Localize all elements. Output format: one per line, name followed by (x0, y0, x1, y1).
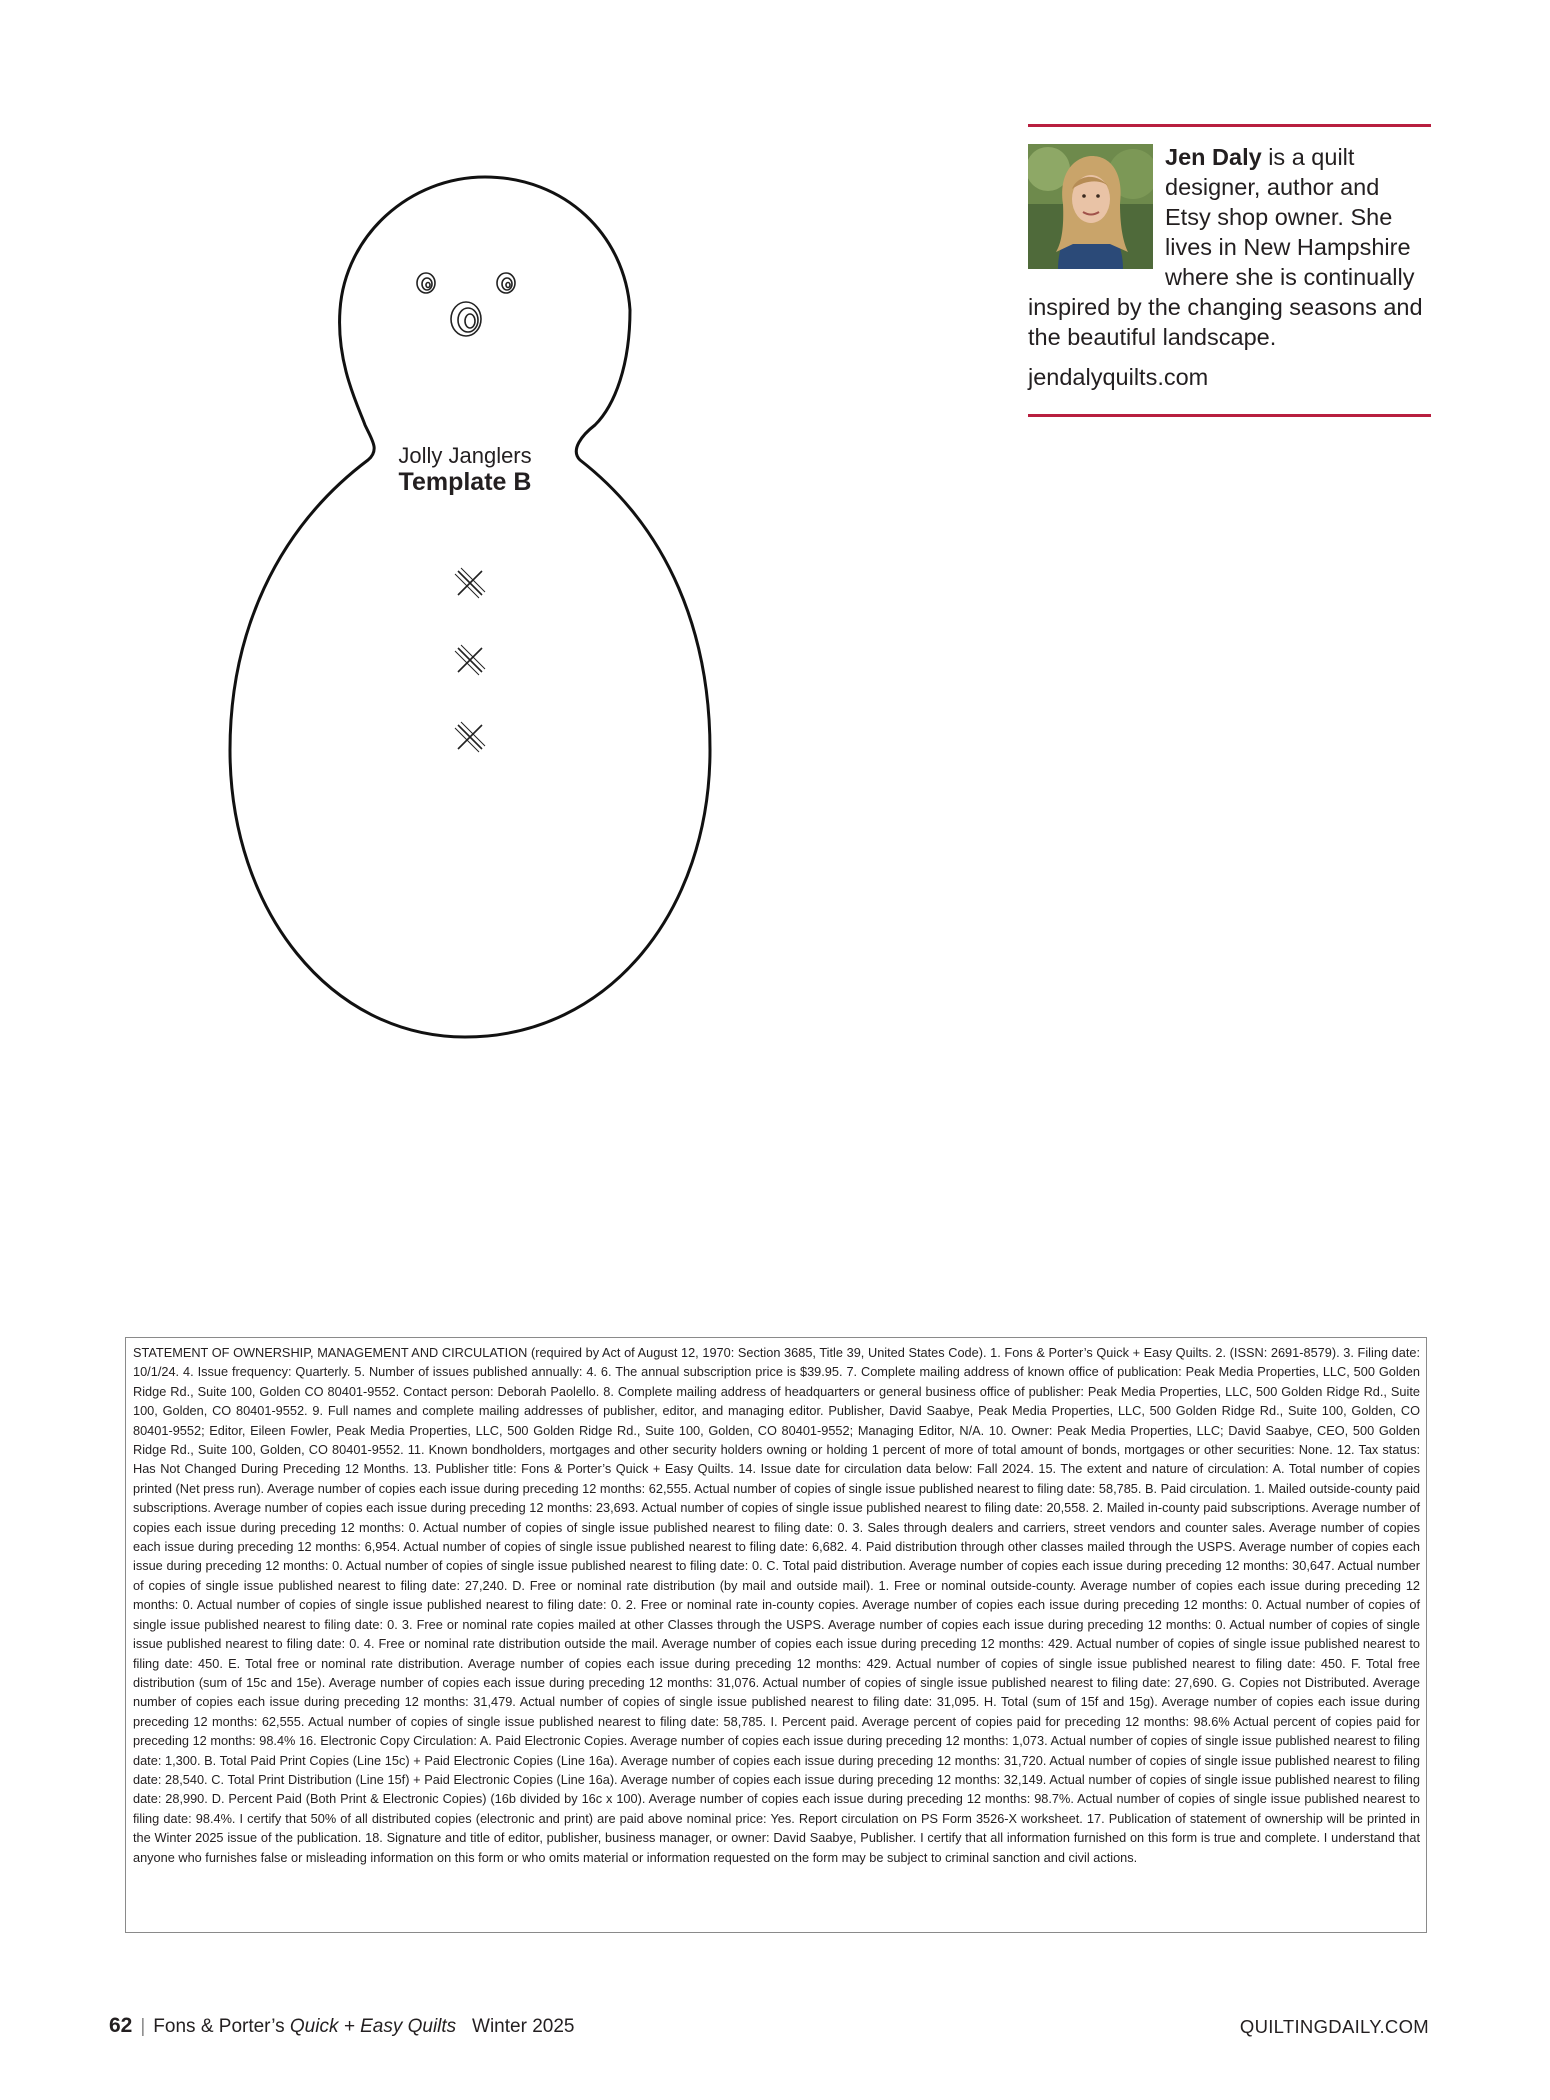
bio-top-rule (1028, 124, 1431, 127)
designer-name: Jen Daly (1165, 144, 1262, 170)
statement-of-ownership-box (125, 1337, 1427, 1933)
snowman-outline (230, 177, 710, 1037)
page-number: 62 (109, 2014, 133, 2037)
right-eye-icon (497, 273, 515, 293)
designer-bio (1028, 124, 1431, 420)
footer-site-link[interactable]: QUILTINGDAILY.COM (1239, 2016, 1429, 2037)
snowman-outline-illustration (210, 140, 740, 1080)
bio-paragraph (1028, 142, 1431, 352)
nose-icon (451, 302, 481, 336)
template-title: Jolly Janglers (398, 443, 532, 468)
footer-separator: | (140, 2016, 146, 2037)
left-eye-icon (417, 273, 435, 293)
footer-left (109, 2014, 574, 2038)
publication-name-italic: Quick + Easy Quilts (289, 2016, 457, 2037)
designer-website-link[interactable]: jendalyquilts.com (1028, 364, 1209, 390)
bio-bottom-rule (1028, 414, 1431, 417)
snowman-template-figure (210, 140, 740, 1080)
button-x-icon-3 (455, 722, 485, 752)
bio-description: is a quilt designer, author and Etsy shop owner. She lives in New Hampshire where she is continually inspired by the changing seasons and the beautiful landscape. (1028, 144, 1423, 350)
page-footer (109, 2014, 1429, 2044)
button-x-icon-1 (455, 568, 485, 598)
issue-date: Winter 2025 (472, 2016, 575, 2037)
button-x-icon-2 (455, 645, 485, 675)
statement-of-ownership-text: STATEMENT OF OWNERSHIP, MANAGEMENT AND CIRCULATION (required by Act of August 12, 1970: Section 3685, Title 39, United States Code). 1. Fons & Porter’s Quick + Easy Quilts. 2. (ISSN: 2691-8579). 3. Filing date: 10/1/24. 4. Issue frequency: Quarterly. 5. Number of issues published annually: 4. 6. The annual subscription price is $39.95. 7. Complete mailing address of known office of publication: Peak Media Properties, LLC, 500 Golden Ridge Rd., Suite 100, Golden CO 80401-9552. Contact person: Deborah Paolello. 8. Complete mailing address of headquarters or general business office of publisher: Peak Media Properties, LLC, 500 Golden Ridge Rd., Suite 100, Golden, CO 80401-9552. 9. Full names and complete mailing addresses of publisher, editor, and managing editor. Publisher, David Saabye, Peak Media Properties, LLC, 500 Golden Ridge Rd., Suite 100, Golden, CO 80401-9552; Editor, Eileen Fowler, Peak Media Properties, LLC, 500 Golden Ridge Rd., Suite 100, Golden, CO 80401-9552; Managing Editor, N/A. 10. Owner: Peak Media Properties, LLC; David Saabye, CEO, 500 Golden Ridge Rd., Suite 100, Golden, CO 80401-9552. 11. Known bondholders, mortgages and other security holders owning or holding 1 percent of more of total amount of bonds, mortgages or other securities: None. 12. Tax status: Has Not Changed During Preceding 12 Months. 13. Publisher title: Fons & Porter’s Quick + Easy Quilts. 14. Issue date for circulation data below: Fall 2024. 15. The extent and nature of circulation: A. Total number of copies printed (Net press run). Average number of copies each issue during preceding 12 months: 62,555. Actual number of copies of single issue published nearest to filing date: 58,785. B. Paid circulation. 1. Mailed outside-county paid subscriptions. Average number of copies each issue during preceding 12 months: 23,693. Actual number of copies of single issue published nearest to filing date: 20,558. 2. Mailed in-county paid subscriptions. Average number of copies each issue during preceding 12 months: 0. Actual number of copies of single issue published nearest to filing date: 0. 3. Sales through dealers and carriers, street vendors and counter sales. Average number of copies each issue during preceding 12 months: 6,954. Actual number of copies of single issue published nearest to filing date: 6,682. 4. Paid distribution through other classes mailed through the USPS. Average number of copies each issue during preceding 12 months: 0. Actual number of copies of single issue published nearest to filing date: 0. C. Total paid distribution. Average number of copies each issue during preceding 12 months: 30,647. Actual number of copies of single issue published nearest to filing date: 27,240. D. Free or nominal rate distribution (by mail and outside mail). 1. Free or nominal outside-county. Average number of copies each issue during preceding 12 months: 0. Actual number of copies of single issue published nearest to filing date: 0. 2. Free or nominal rate in-county copies. Average number of copies each issue during preceding 12 months: 0. Actual number of copies of single issue published nearest to filing date: 0. 3. Free or nominal rate copies mailed at other Classes through the USPS. Average number of copies each issue during preceding 12 months: 0. Actual number of copies of single issue published nearest to filing date: 0. 4. Free or nominal rate distribution outside the mail. Average number of copies each issue during preceding 12 months: 429. Actual number of copies of single issue published nearest to filing date: 450. E. Total free or nominal rate distribution. Average number of copies each issue during preceding 12 months: 429. Actual number of copies of single issue published nearest to filing date: 450. F. Total free distribution (sum of 15c and 15e). Average number of copies each issue during preceding 12 months: 31,076. Actual number of copies of single issue published nearest to filing date: 27,690. G. Copies not Distributed. Average number of copies each issue during preceding 12 months: 31,479. Actual number of copies of single issue published nearest to filing date: 31,095. H. Total (sum of 15f and 15g). Average number of copies each issue during preceding 12 months: 62,555. Actual number of copies of single issue published nearest to filing date: 58,785. I. Percent paid. Average percent of copies paid for preceding 12 months: 98.6% Actual percent of copies paid for preceding 12 months: 98.4% 16. Electronic Copy Circulation: A. Paid Electronic Copies. Average number of copies each issue during preceding 12 months: 1,073. Actual number of copies of single issue published nearest to filing date: 1,300. B. Total Paid Print Copies (Line 15c) + Paid Electronic Copies (Line 16a). Average number of copies each issue during preceding 12 months: 31,720. Actual number of copies of single issue published nearest to filing date: 28,540. C. Total Print Distribution (Line 15f) + Paid Electronic Copies (Line 16a). Average number of copies each issue during preceding 12 months: 32,149. Actual number of copies of single issue published nearest to filing date: 28,990. D. Percent Paid (Both Print & Electronic Copies) (16b divided by 16c x 100). Average number of copies each issue during preceding 12 months: 98.7%. Actual number of copies of single issue published nearest to filing date: 98.4%. I certify that 50% of all distributed copies (electronic and print) are paid above nominal price: Yes. Report circulation on PS Form 3526-X worksheet. 17. Publication of statement of ownership will be printed in the Winter 2025 issue of the publication. 18. Signature and title of editor, publisher, business manager, or owner: David Saabye, Publisher. I certify that all information furnished on this form is true and complete. I understand that anyone who furnishes false or misleading information on this form or who omits material or information requested on the form may be subject to criminal sanction and civil actions. (133, 1345, 1420, 1865)
publication-name-prefix: Fons & Porter’s (153, 2016, 290, 2037)
template-subtitle: Template B (398, 468, 532, 496)
